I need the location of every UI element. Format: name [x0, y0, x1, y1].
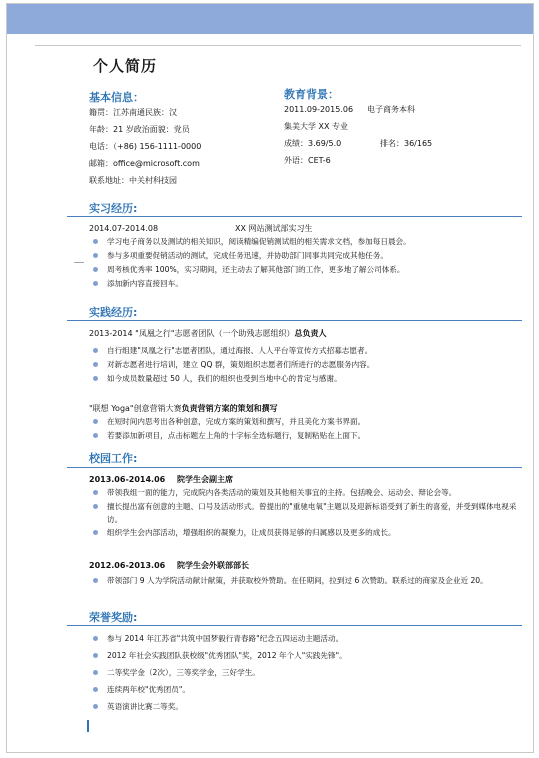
list-item: 带领部门 9 人为学院活动献计献策，并获取校外赞助。在任期间，拉到过 6 次赞助。联系过的商家及企业近 20。 [89, 574, 519, 587]
practice-divider [67, 320, 522, 321]
header-divider [35, 45, 521, 46]
edu-language: 外语：CET-6 [284, 156, 331, 165]
basic-line: 邮箱：office@microsoft.com [89, 159, 200, 168]
edu-degree: 电子商务本科 [367, 105, 415, 114]
bullet-icon [93, 687, 98, 692]
edu-period: 2011.09-2015.06 [284, 105, 354, 114]
list-item: 在短时间内思考出各种创意，完成方案的策划和撰写，并且美化方案书界面。 [89, 415, 519, 429]
list-item: 参与 2014 年江苏省"共筑中国梦毅行青春路"纪念五四运动主题活动。 [89, 630, 519, 647]
list-item: 对新志愿者进行培训，建立 QQ 群，策划组织志愿者们所进行的志愿服务内容。 [89, 358, 519, 372]
bullet-icon [93, 419, 98, 424]
list-item: 连续两年校"优秀团员"。 [89, 681, 519, 698]
edu-score: 成绩：3.69/5.0 [284, 139, 342, 148]
intern-list [89, 235, 519, 291]
practice-header-2: "联想 Yoga"创意营销大赛负责营销方案的策划和撰写 [89, 404, 278, 413]
bullet-icon [93, 348, 98, 353]
section-campus-title: 校园工作: [89, 452, 138, 465]
campus-role-1: 院学生会副主席 [177, 475, 233, 484]
bullet-icon [93, 704, 98, 709]
list-item: 英语演讲比赛二等奖。 [89, 698, 519, 715]
resume-page [6, 3, 534, 753]
practice-header-1: 2013-2014 "凤凰之行"志愿者团队（一个助残志愿组织）总负责人 [89, 329, 327, 338]
intern-role: XX 网站测试部实习生 [235, 224, 313, 233]
practice-list-1 [89, 344, 519, 386]
bullet-icon [93, 653, 98, 658]
practice-list-2 [89, 415, 519, 443]
list-item: 组织学生会内部活动，增强组织的凝聚力，让成员获得足够的归属感以及更多的成长。 [89, 526, 519, 540]
list-item: 自行组建"凤凰之行"志愿者团队，通过海报、人人平台等宣传方式招募志愿者。 [89, 344, 519, 358]
add-handle[interactable] [74, 262, 84, 263]
bullet-icon [93, 504, 98, 509]
list-item: 带领我组一面的能力，完成院内各类活动的策划及其他相关事宜的主持。包括晚会、运动会、辩论会等。 [89, 486, 519, 500]
basic-line: 籍贯：江苏南通民族：汉 [89, 108, 177, 117]
list-item: 添加新内容直接回车。 [89, 277, 519, 291]
bullet-icon [93, 670, 98, 675]
section-honors-title: 荣誉奖励: [89, 611, 138, 624]
edu-school: 集美大学 XX 专业 [284, 122, 349, 131]
bullet-icon [93, 636, 98, 641]
page-title: 个人简历 [93, 57, 158, 75]
list-item: 2012 年社会实践团队获校级"优秀团队"奖，2012 年个人"实践先锋"。 [89, 647, 519, 664]
bullet-icon [93, 376, 98, 381]
list-item: 参与多项重要促销活动的测试，完成任务迅速，并协助部门同事共同完成其他任务。 [89, 249, 519, 263]
intern-period: 2014.07-2014.08 [89, 224, 159, 233]
bullet-icon [93, 362, 98, 367]
bullet-icon [93, 281, 98, 286]
honors-list [89, 630, 519, 715]
bullet-icon [93, 433, 98, 438]
campus-list-1 [89, 486, 519, 540]
list-item: 学习电子商务以及测试的相关知识，阅读精编促销测试组的相关需求文档，参加每日晨会。 [89, 235, 519, 249]
list-item: 周考核优秀率 100%，实习期间，还主动去了解其他部门的工作，更多地了解公司体系。 [89, 263, 519, 277]
bullet-icon [93, 530, 98, 535]
campus-role-2: 院学生会外联部部长 [177, 561, 249, 570]
section-internship-title: 实习经历: [89, 202, 138, 215]
basic-line: 联系地址：中关村科技园 [89, 176, 177, 185]
campus-period-2: 2012.06-2013.06 [89, 561, 166, 570]
bullet-icon [93, 490, 98, 495]
bullet-icon [93, 267, 98, 272]
section-practice-title: 实践经历: [89, 306, 138, 319]
honors-divider [67, 625, 522, 626]
header-band [7, 4, 533, 34]
list-item: 若要添加新项目，点击标题左上角的十字标全选标题行，复制粘贴在上面下。 [89, 429, 519, 443]
text-cursor [87, 720, 89, 732]
bullet-icon [93, 578, 98, 583]
section-basic-title: 基本信息： [89, 91, 144, 104]
campus-period-1: 2013.06-2014.06 [89, 475, 166, 484]
campus-list-2 [89, 574, 519, 587]
internship-divider [67, 216, 522, 217]
list-item: 如今成员数量超过 50 人，我们的组织也受到当地中心的肯定与感谢。 [89, 372, 519, 386]
campus-divider [67, 467, 522, 468]
bullet-icon [93, 253, 98, 258]
section-education-title: 教育背景： [284, 88, 339, 101]
basic-line: 电话：（+86) 156-1111-0000 [89, 142, 202, 151]
edu-rank: 排名：36/165 [380, 139, 433, 148]
basic-line: 年龄：21 岁政治面貌：党员 [89, 125, 190, 134]
list-item: 二等奖学金（2次），三等奖学金，三好学生。 [89, 664, 519, 681]
list-item: 擅长提出富有创意的主题、口号及活动形式。曾提出的"重驰电氧"主题以及迎新标语受到了新生的喜爱，并受到媒体电视采访。 [89, 500, 519, 526]
bullet-icon [93, 239, 98, 244]
